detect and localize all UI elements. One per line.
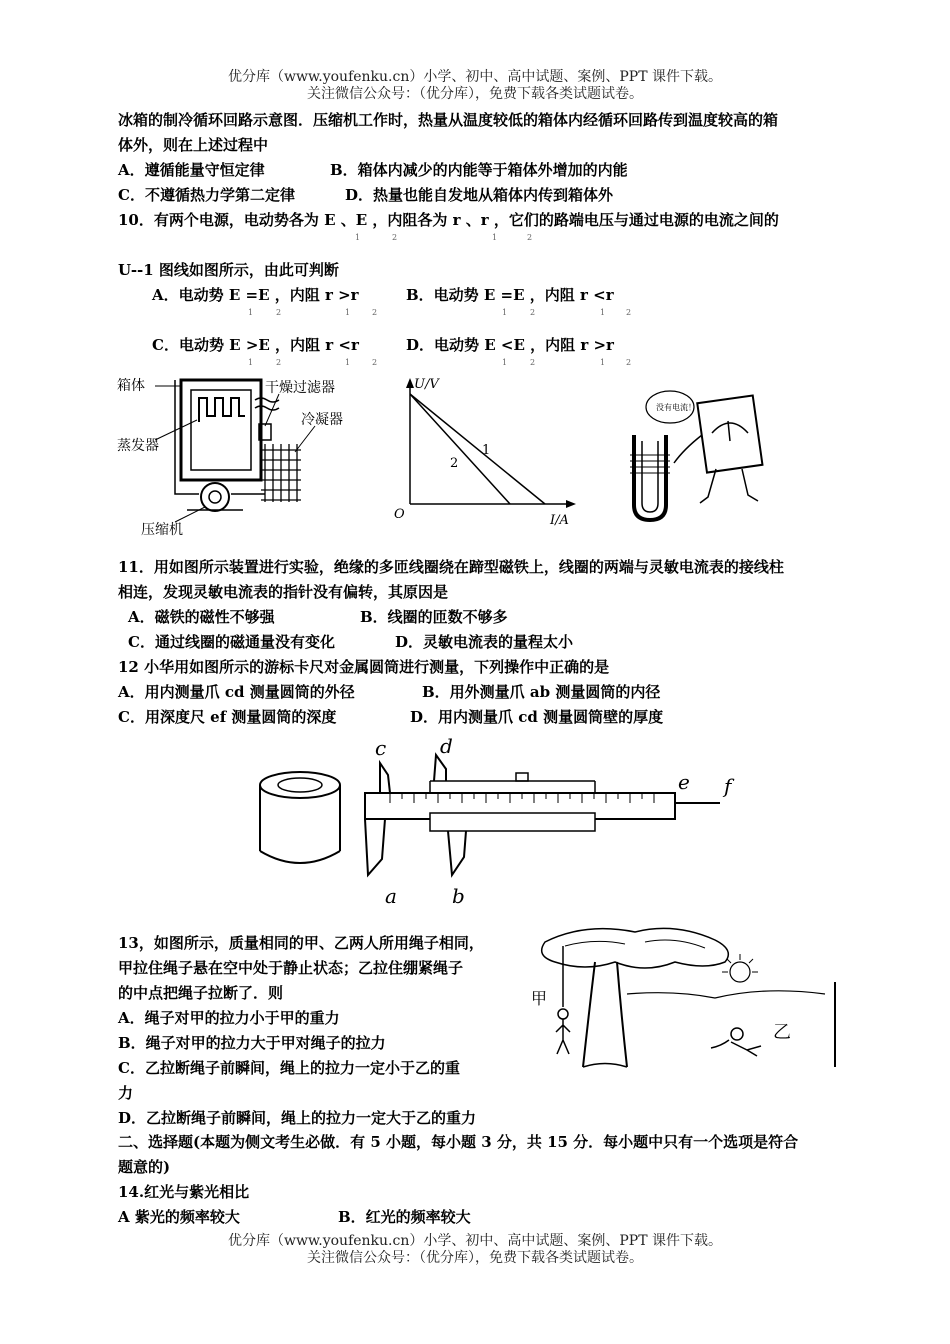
tree-roots: [583, 1064, 627, 1068]
label-compressor: 压缩机: [141, 522, 183, 538]
label-d: d: [440, 735, 453, 758]
tree-trunk: [583, 962, 627, 1067]
evaporator-coil: [199, 398, 245, 422]
q10-subscript: 1: [492, 233, 498, 242]
q11-option-c: C．通过线圈的磁通量没有变化: [128, 633, 335, 651]
person-yi-head: [731, 1028, 743, 1040]
meter-needle: [728, 421, 730, 441]
q9-stem-line-1: 冰箱的制冷循环回路示意图．压缩机工作时，热量从温度较低的箱体内经循环回路传到温度较高的箱: [118, 111, 779, 129]
outer-jaw-b: [448, 831, 466, 875]
q10-subscript: 2: [372, 308, 378, 317]
compressor: [201, 483, 229, 511]
x-axis-label: I/A: [550, 513, 569, 528]
footer-line-2: 关注微信公众号：（优分库），免费下载各类试题试卷。: [307, 1250, 643, 1266]
outer-jaw-a: [365, 819, 385, 875]
horseshoe-magnet: [634, 435, 666, 520]
sun: [730, 962, 750, 982]
rope-yi: [627, 991, 825, 998]
q11-stem-line-1: 11．用如图所示装置进行实验，绝缘的多匝线圈绕在蹄型磁铁上，线圈的两端与灵敏电流表的接线柱: [118, 558, 784, 576]
fridge-cycle-diagram: [115, 372, 365, 540]
section-2-line-1: 二、选择题(本题为侧文考生必做．有 5 小题，每小题 3 分，共 15 分．每小题中只有一个选项是符合: [118, 1133, 799, 1151]
q10-subscript: 2: [527, 233, 533, 242]
label-f: f: [724, 774, 732, 798]
q12-option-c: C．用深度尺 ef 测量圆筒的深度: [118, 708, 337, 726]
q14-option-a: A 紫光的频率较大: [118, 1208, 240, 1226]
label-b: b: [452, 884, 465, 907]
q10-subscript: 1: [345, 308, 351, 317]
galvanometer-cartoon: [620, 385, 780, 530]
q10-subscript: 1: [502, 308, 508, 317]
inner-jaw-c: [380, 763, 390, 793]
line-2: [410, 394, 510, 504]
condenser-grid: [261, 444, 301, 502]
q13-option-a: A．绳子对甲的拉力小于甲的重力: [118, 1009, 340, 1027]
label-c: c: [375, 736, 387, 760]
person-jia-head: [558, 1009, 568, 1019]
q14-stem: 14.红光与紫光相比: [118, 1183, 250, 1201]
q11-stem-line-2: 相连，发现灵敏电流表的指针没有偏转，其原因是: [118, 583, 449, 601]
header-line-2: 关注微信公众号：（优分库），免费下载各类试题试卷。: [307, 86, 643, 102]
meter-arm: [674, 435, 702, 463]
q13-option-d: D．乙拉断绳子前瞬间，绳上的拉力一定大于乙的重力: [118, 1109, 477, 1127]
x-axis-arrow: [566, 500, 576, 508]
q13-stem-line-3: 的中点把绳子拉断了．则: [118, 984, 284, 1002]
y-axis-arrow: [406, 378, 414, 388]
label-filter: 干燥过滤器: [265, 380, 335, 396]
label-evaporator: 蒸发器: [117, 438, 159, 454]
line-2-label: 2: [450, 456, 459, 471]
q13-stem-line-2: 甲拉住绳子悬在空中处于静止状态；乙拉住绷紧绳子: [118, 959, 464, 977]
label-e: e: [678, 770, 690, 794]
q10-subscript: 1: [600, 308, 606, 317]
q10-subscript: 2: [372, 358, 378, 367]
q10-stem-line-1: 10．有两个电源，电动势各为 E 、E ，内阻各为 r 、r ，它们的路端电压与通过电源的电流之间的: [118, 211, 779, 229]
label-jia: 甲: [531, 989, 548, 1008]
q9-option-c: C．不遵循热力学第二定律: [118, 186, 295, 204]
line-1-label: 1: [482, 443, 491, 458]
meter-dial: [712, 423, 748, 433]
label-a: a: [385, 884, 397, 907]
caliper-diagram: [250, 735, 750, 907]
q9-option-a: A．遵循能量守恒定律: [118, 161, 265, 179]
q10-subscript: 2: [626, 308, 632, 317]
q10-subscript: 2: [276, 358, 282, 367]
metal-cylinder: [260, 772, 340, 863]
vernier-slider: [430, 813, 595, 831]
leader-line: [295, 426, 315, 452]
q10-subscript: 2: [530, 358, 536, 367]
meter-legs: [700, 469, 758, 503]
magnet-inner: [642, 441, 658, 512]
filter-coil: [255, 406, 279, 410]
main-scale-ticks: [390, 793, 654, 803]
q9-option-b: B．箱体内减少的内能等于箱体外增加的内能: [330, 161, 628, 179]
q12-stem: 12 小华用如图所示的游标卡尺对金属圆筒进行测量，下列操作中正确的是: [118, 658, 610, 676]
q10-subscript: 2: [626, 358, 632, 367]
q10-subscript: 1: [248, 308, 254, 317]
tree-branches: [565, 940, 705, 948]
compressor-rotor: [209, 491, 221, 503]
q13-stem-line-1: 13，如图所示，质量相同的甲、乙两人所用绳子相同，: [118, 934, 484, 952]
q10-subscript: 1: [248, 358, 254, 367]
q10-option-a: A．电动势 E =E ，内阻 r >r: [152, 286, 359, 304]
q13-option-c-line-1: C．乙拉断绳子前瞬间，绳上的拉力一定小于乙的重: [118, 1059, 460, 1077]
q12-option-d: D．用内测量爪 cd 测量圆筒壁的厚度: [410, 708, 664, 726]
q10-stem-line-2: U--1 图线如图所示，由此可判断: [118, 261, 339, 279]
label-condenser: 冷凝器: [301, 412, 343, 428]
q13-option-b: B．绳子对甲的拉力大于甲对绳子的拉力: [118, 1034, 386, 1052]
inner-jaw-d: [434, 755, 446, 781]
header-line-1: 优分库（www.youfenku.cn）小学、初中、高中试题、案例、PPT 课件下载。: [227, 69, 722, 85]
leader-line: [265, 394, 279, 426]
q10-subscript: 1: [345, 358, 351, 367]
q11-option-d: D．灵敏电流表的量程太小: [395, 633, 574, 651]
q10-option-b: B．电动势 E =E ，内阻 r <r: [406, 286, 614, 304]
label-box: 箱体: [117, 378, 145, 394]
pipe-left: [175, 380, 199, 494]
person-jia-body: [556, 1019, 570, 1054]
fridge-box-outer: [181, 380, 261, 480]
person-yi-body: [711, 1040, 761, 1056]
tree-canopy: [542, 928, 729, 968]
q10-subscript: 1: [502, 358, 508, 367]
q13-option-c-line-2: 力: [118, 1084, 134, 1102]
q10-subscript: 2: [276, 308, 282, 317]
q10-subscript: 1: [355, 233, 361, 242]
q11-option-a: A．磁铁的磁性不够强: [128, 608, 275, 626]
label-yi: 乙: [773, 1022, 791, 1043]
tree-rope-scene: [525, 922, 870, 1072]
q10-option-d: D．电动势 E <E ，内阻 r >r: [406, 336, 614, 354]
q10-subscript: 2: [392, 233, 398, 242]
q12-option-a: A．用内测量爪 cd 测量圆筒的外径: [118, 683, 355, 701]
q9-stem-line-2: 体外，则在上述过程中: [118, 136, 269, 154]
section-2-line-2: 题意的): [118, 1158, 171, 1176]
y-axis-label: U/V: [414, 377, 439, 392]
q10-option-c: C．电动势 E >E ，内阻 r <r: [152, 336, 359, 354]
footer-line-1: 优分库（www.youfenku.cn）小学、初中、高中试题、案例、PPT 课件下载。: [227, 1233, 722, 1249]
ui-graph: [390, 372, 590, 532]
origin-label: O: [394, 507, 405, 522]
q11-option-b: B．线圈的匝数不够多: [360, 608, 508, 626]
q14-option-b: B．红光的频率较大: [338, 1208, 471, 1226]
q10-subscript: 1: [600, 358, 606, 367]
q9-option-d: D．热量也能自发地从箱体内传到箱体外: [345, 186, 614, 204]
speech-bubble-text: 没有电流！: [656, 403, 696, 412]
lock-screw: [516, 773, 528, 781]
q10-subscript: 2: [530, 308, 536, 317]
q12-option-b: B．用外测量爪 ab 测量圆筒的内径: [422, 683, 661, 701]
line-1: [410, 394, 545, 504]
